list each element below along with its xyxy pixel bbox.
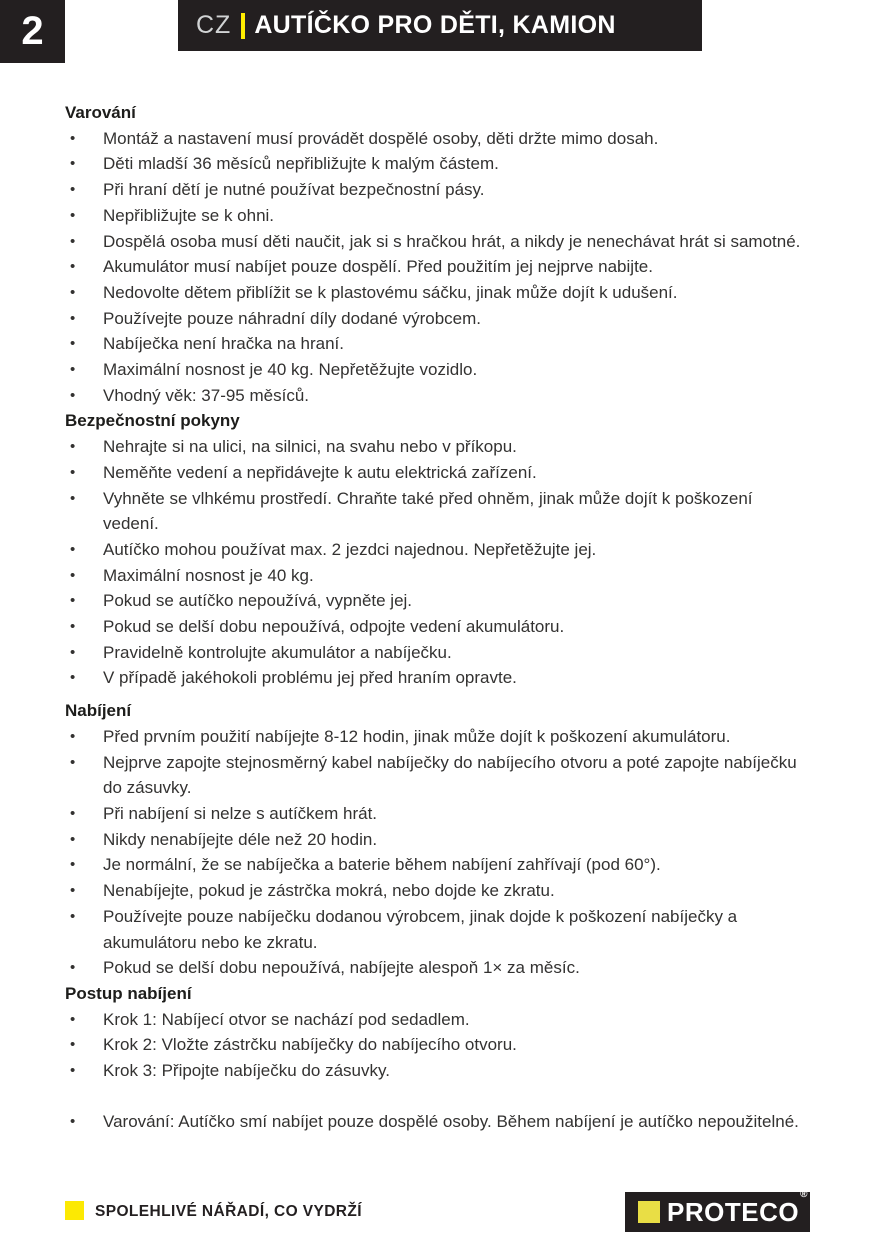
bullet-icon: •: [70, 959, 76, 977]
list-item-text: Maximální nosnost je 40 kg. Nepřetěžujte vozidlo.: [103, 360, 478, 380]
bullet-icon: •: [70, 804, 76, 822]
final-warning-note: [65, 1109, 812, 1135]
list-item: [65, 588, 812, 614]
list-item-text: Nehrajte si na ulici, na silnici, na svahu nebo v příkopu.: [103, 437, 517, 457]
list-item: [65, 537, 812, 563]
bullet-icon: •: [70, 232, 76, 250]
list-item: [65, 331, 812, 357]
list-item-text: Používejte pouze nabíječku dodanou výrobcem, jinak dojde k poškození nabíječky a akumulátoru nebo ke zkratu.: [103, 906, 738, 952]
list-item-text: Neměňte vedení a nepřidávejte k autu elektrická zařízení.: [103, 462, 537, 482]
page-number: 2: [21, 9, 44, 53]
list-item: [65, 306, 812, 332]
bullet-icon: •: [70, 1062, 76, 1080]
list-item-text: Při nabíjení si nelze s autíčkem hrát.: [103, 803, 378, 823]
list-item: [65, 665, 812, 691]
list-item: [65, 1032, 812, 1058]
bullet-icon: •: [70, 856, 76, 874]
bullet-icon: •: [70, 258, 76, 276]
list-item: [65, 229, 812, 255]
list-item: [65, 1007, 812, 1033]
bullet-icon: •: [70, 669, 76, 687]
list-item: [65, 383, 812, 409]
bullet-icon: •: [70, 206, 76, 224]
list-item: [65, 827, 812, 853]
section-heading: Nabíjení: [65, 701, 132, 721]
list-item: [65, 126, 812, 152]
list-item-text: Pokud se delší dobu nepoužívá, nabíjejte alespoň 1× za měsíc.: [103, 958, 580, 978]
list-item: [65, 852, 812, 878]
list-item-text: Nikdy nenabíjejte déle než 20 hodin.: [103, 829, 378, 849]
header-bar: [178, 0, 702, 51]
section-heading: Bezpečnostní pokyny: [65, 411, 240, 431]
list-item: [65, 357, 812, 383]
list-item: [65, 177, 812, 203]
list-item: [65, 878, 812, 904]
bullet-icon: •: [70, 753, 76, 771]
list-item-text: Při hraní dětí je nutné používat bezpečnostní pásy.: [103, 180, 485, 200]
list-item: [65, 724, 812, 750]
registered-trademark-icon: ®: [800, 1189, 808, 1200]
bullet-icon: •: [70, 181, 76, 199]
list-item: [65, 460, 812, 486]
bullet-icon: •: [70, 540, 76, 558]
logo-yellow-square-icon: [638, 1201, 660, 1223]
list-item-text: Krok 3: Připojte nabíječku do zásuvky.: [103, 1061, 390, 1081]
list-item: [65, 254, 812, 280]
list-item: [65, 486, 812, 537]
list-item: [65, 614, 812, 640]
proteco-logo: [625, 1189, 810, 1232]
list-item: [65, 750, 812, 801]
yellow-divider-icon: [241, 13, 245, 39]
bullet-icon: •: [70, 882, 76, 900]
list-item: [65, 640, 812, 666]
bullet-icon: •: [70, 618, 76, 636]
list-item-text: Pravidelně kontrolujte akumulátor a nabíječku.: [103, 642, 452, 662]
list-item-text: Nejprve zapojte stejnosměrný kabel nabíječky do nabíjecího otvoru a poté zapojte nabíječku do zásuvky.: [103, 752, 797, 798]
list-item-text: Používejte pouze náhradní díly dodané výrobcem.: [103, 308, 482, 328]
section-heading: Varování: [65, 103, 136, 122]
bullet-icon: •: [70, 1010, 76, 1028]
list-item-text: Před prvním použití nabíjejte 8-12 hodin, jinak může dojít k poškození akumulátoru.: [103, 726, 731, 746]
bullet-icon: •: [70, 386, 76, 404]
list-item: [65, 955, 812, 981]
bullet-icon: •: [70, 361, 76, 379]
footer-tagline: SPOLEHLIVÉ NÁŘADÍ, CO VYDRŽÍ: [95, 1203, 362, 1220]
list-item-text: Varování: Autíčko smí nabíjet pouze dospělé osoby. Během nabíjení je autíčko nepoužitelné.: [103, 1111, 799, 1131]
page-number-box: [0, 0, 65, 63]
list-item: [65, 1058, 812, 1084]
bullet-icon: •: [70, 1036, 76, 1054]
list-item-text: Pokud se delší dobu nepoužívá, odpojte vedení akumulátoru.: [103, 617, 565, 637]
bullet-icon: •: [70, 1112, 76, 1130]
bullet-icon: •: [70, 907, 76, 925]
list-item-text: Akumulátor musí nabíjet pouze dospělí. Před použitím jej nejprve nabijte.: [103, 257, 653, 277]
logo-text: PROTECO®: [667, 1189, 808, 1227]
list-item: [65, 801, 812, 827]
list-item: [65, 434, 812, 460]
list-item: [65, 151, 812, 177]
bullet-icon: •: [70, 727, 76, 745]
list-item-text: Pokud se autíčko nepoužívá, vypněte jej.: [103, 591, 413, 611]
sections: [65, 100, 812, 1134]
list-item: [65, 203, 812, 229]
list-item-text: Vhodný věk: 37-95 měsíců.: [103, 385, 310, 405]
language-code: CZ: [196, 11, 232, 39]
bullet-icon: •: [70, 592, 76, 610]
bullet-icon: •: [70, 438, 76, 456]
list-item-text: Autíčko mohou používat max. 2 jezdci najednou. Nepřetěžujte jej.: [103, 539, 597, 559]
list-item-text: Vyhněte se vlhkému prostředí. Chraňte také před ohněm, jinak může dojít k poškození vedení.: [103, 488, 753, 534]
list-item-text: Krok 2: Vložte zástrčku nabíječky do nabíjecího otvoru.: [103, 1035, 517, 1055]
list-item-text: Nenabíjejte, pokud je zástrčka mokrá, nebo dojde ke zkratu.: [103, 881, 555, 901]
list-item-text: Děti mladší 36 měsíců nepřibližujte k malým částem.: [103, 154, 499, 174]
bullet-icon: •: [70, 566, 76, 584]
list-item-text: Nedovolte dětem přiblížit se k plastovému sáčku, jinak může dojít k udušení.: [103, 282, 678, 302]
list-item: [65, 904, 812, 955]
footer-yellow-square-icon: [65, 1201, 84, 1220]
bullet-icon: •: [70, 309, 76, 327]
page-title: AUTÍČKO PRO DĚTI, KAMION: [254, 11, 616, 39]
bullet-icon: •: [70, 155, 76, 173]
list-item: [65, 563, 812, 589]
list-item-text: Dospělá osoba musí děti naučit, jak si s hračkou hrát, a nikdy je nenechávat hrát si samotné.: [103, 231, 801, 251]
bullet-icon: •: [70, 283, 76, 301]
bullet-icon: •: [70, 830, 76, 848]
list-item-text: V případě jakéhokoli problému jej před hraním opravte.: [103, 668, 517, 688]
list-item-text: Maximální nosnost je 40 kg.: [103, 565, 314, 585]
bullet-icon: •: [70, 129, 76, 147]
list-item-text: Nabíječka není hračka na hraní.: [103, 334, 344, 354]
bullet-icon: •: [70, 489, 76, 507]
list-item-text: Montáž a nastavení musí provádět dospělé osoby, děti držte mimo dosah.: [103, 128, 659, 148]
bullet-icon: •: [70, 335, 76, 353]
bullet-icon: •: [70, 463, 76, 481]
list-item: [65, 280, 812, 306]
section-heading: Postup nabíjení: [65, 983, 192, 1003]
list-item-text: Nepřibližujte se k ohni.: [103, 205, 275, 225]
bullet-icon: •: [70, 643, 76, 661]
list-item-text: Je normální, že se nabíječka a baterie během nabíjení zahřívají (pod 60°).: [103, 855, 661, 875]
list-item-text: Krok 1: Nabíjecí otvor se nachází pod sedadlem.: [103, 1009, 470, 1029]
